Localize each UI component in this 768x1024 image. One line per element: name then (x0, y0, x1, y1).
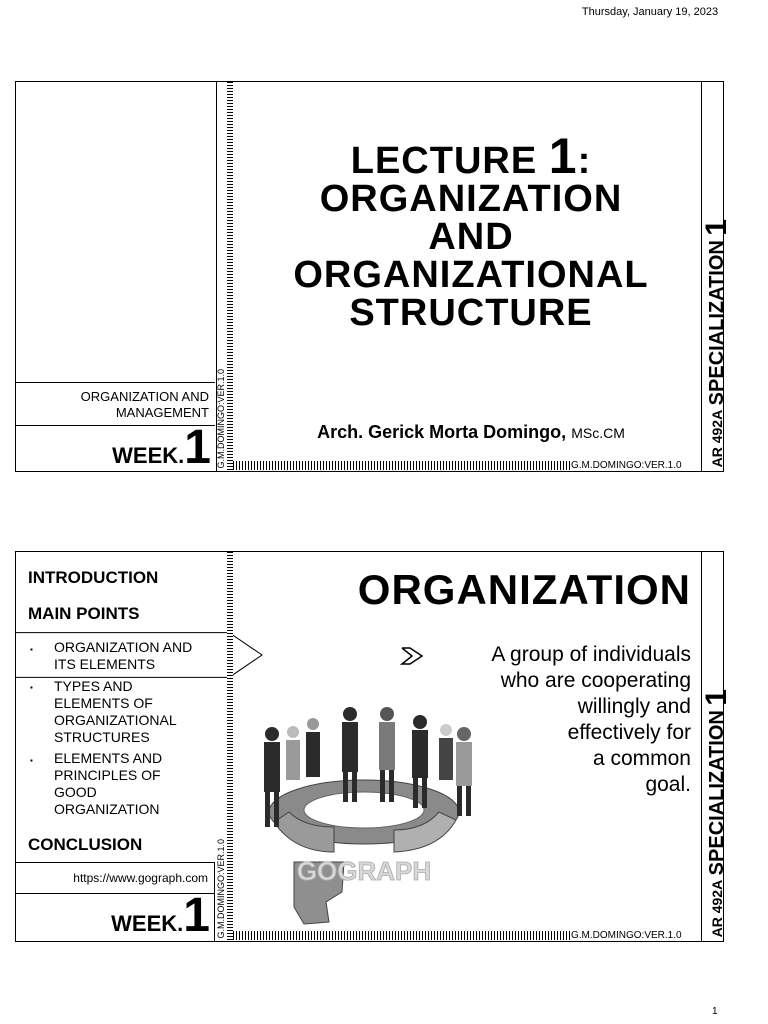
lecture-title (246, 128, 696, 334)
print-date: Thursday, January 19, 2023 (581, 6, 719, 18)
point-2-line-1: TYPES AND (54, 678, 133, 694)
point-2-line-4: STRUCTURES (54, 729, 150, 745)
gograph-watermark: GOGRAPH (296, 856, 432, 886)
course-line-1: ORGANIZATION AND (80, 389, 209, 404)
organization-definition (441, 642, 691, 798)
specialization-word: SPECIALIZATION (706, 709, 728, 875)
course-line-2: MANAGEMENT (115, 405, 209, 420)
version-vertical-text: G.M.DOMINGO:VER.1.0 (216, 369, 226, 469)
author-name: Arch. Gerick Morta Domingo (317, 422, 562, 442)
course-code: AR 492A (709, 409, 725, 467)
week-number: 1 (183, 889, 210, 942)
vertical-barcode (217, 82, 233, 471)
menu-introduction: INTRODUCTION (28, 568, 159, 587)
week-word: WEEK. (112, 443, 185, 468)
point-3-line-4: ORGANIZATION (54, 801, 160, 817)
left-column (16, 82, 217, 474)
author-line (246, 422, 696, 443)
bullet: ▪ (30, 756, 33, 765)
point-2-line-3: ORGANIZATIONAL (54, 712, 177, 728)
title-line-1 (246, 128, 696, 184)
title-line-4: ORGANIZATIONAL (293, 254, 649, 296)
point-1 (54, 639, 192, 673)
barcode-ticks (227, 552, 233, 941)
course-code: AR 492A (709, 879, 725, 937)
definition-line-1: A group of individuals (491, 643, 691, 666)
slide-organization (15, 551, 733, 942)
point-2 (54, 678, 177, 746)
version-bottom-text: G.M.DOMINGO:VER.1.0 (571, 460, 682, 471)
vertical-barcode (217, 552, 233, 941)
title-line-3: AND (428, 216, 514, 258)
point-3-line-1: ELEMENTS AND (54, 750, 163, 766)
specialization-word: SPECIALIZATION (706, 239, 728, 405)
definition-line-3: willingly and (577, 695, 691, 718)
title-lecture: LECTURE (350, 140, 538, 182)
definition-line-4: effectively for (567, 721, 691, 744)
page-number: 1 (712, 1006, 718, 1017)
slide-title: ORGANIZATION (357, 566, 691, 613)
right-column (700, 82, 733, 471)
chevron-bullet-icon (400, 646, 426, 666)
barcode-ticks (227, 82, 233, 471)
point-3 (54, 750, 162, 818)
point-2-line-2: ELEMENTS OF (54, 695, 153, 711)
author-degree: MSc.CM (571, 425, 625, 441)
bullet: ▪ (30, 683, 33, 692)
course-name (16, 382, 215, 426)
slide-lecture-title (15, 81, 733, 474)
definition-line-2: who are cooperating (500, 669, 691, 692)
point-1-line-2: ITS ELEMENTS (54, 656, 156, 672)
title-line-2: ORGANIZATION (319, 178, 623, 220)
point-3-line-2: PRINCIPLES OF (54, 767, 161, 783)
title-number: 1 (548, 128, 578, 184)
title-colon: : (577, 140, 592, 182)
definition-line-5: a common (592, 747, 691, 770)
specialization-number: 1 (700, 218, 733, 236)
version-bottom-text: G.M.DOMINGO:VER.1.0 (571, 930, 682, 941)
week-label (16, 889, 215, 942)
horizontal-barcode (233, 931, 571, 940)
point-1-line-1: ORGANIZATION AND (54, 639, 193, 655)
menu-conclusion: CONCLUSION (28, 835, 143, 854)
title-line-5: STRUCTURE (349, 292, 593, 334)
week-number: 1 (184, 421, 211, 474)
author-sep: , (561, 422, 572, 442)
point-3-line-3: GOOD (54, 784, 97, 800)
source-link[interactable]: https://www.gograph.com (16, 862, 215, 894)
week-label (16, 421, 215, 474)
specialization-label (702, 689, 732, 937)
version-vertical-text: G.M.DOMINGO:VER.1.0 (216, 839, 226, 939)
menu-main-points: MAIN POINTS (28, 604, 140, 623)
bullet: ▪ (30, 645, 33, 654)
definition-line-6: goal. (645, 773, 691, 796)
left-column (16, 552, 217, 941)
specialization-number: 1 (700, 688, 733, 706)
specialization-label (702, 219, 732, 467)
horizontal-barcode (233, 461, 571, 470)
week-word: WEEK. (111, 911, 184, 936)
right-column (700, 552, 733, 941)
